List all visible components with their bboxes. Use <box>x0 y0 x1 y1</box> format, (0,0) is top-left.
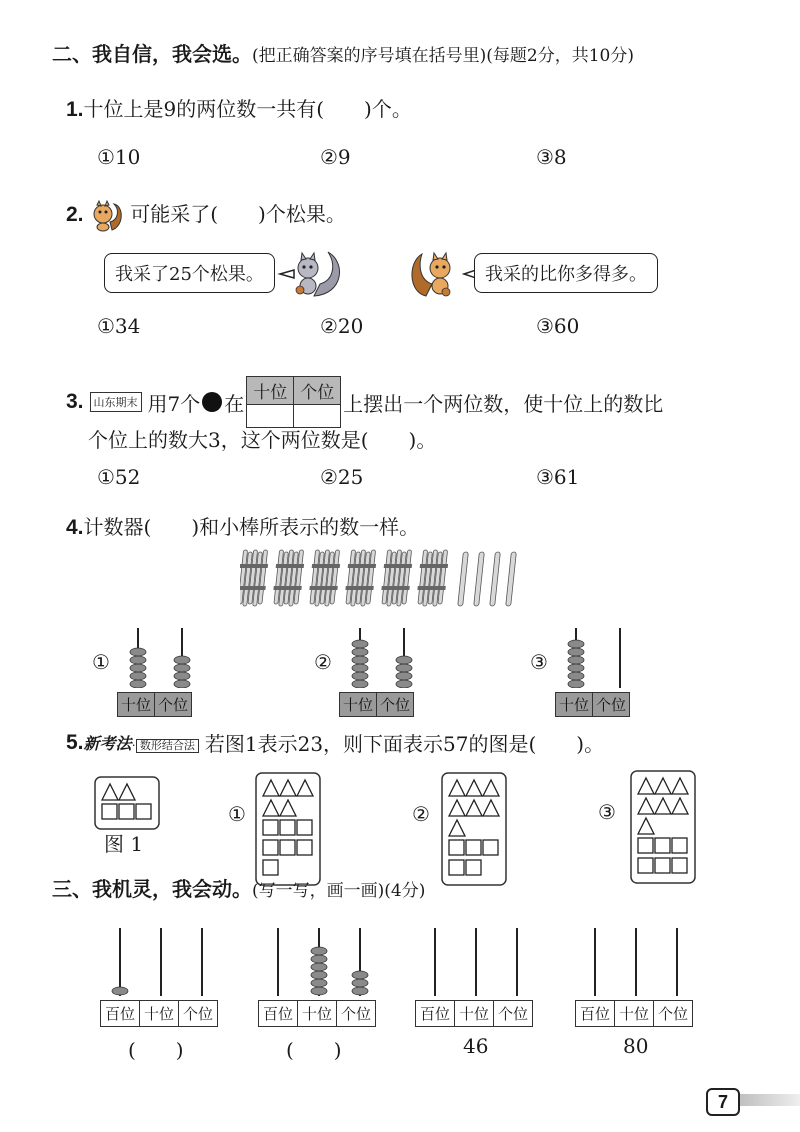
abacus-bead <box>396 664 412 672</box>
q5-option-figure <box>255 772 321 886</box>
speech-bubble-left: 我采了25个松果。 <box>104 253 275 293</box>
abacus <box>339 626 425 716</box>
abacus-answer: 80 <box>623 1034 649 1058</box>
q1-option-3: ③8 <box>536 145 567 169</box>
abacus-bead <box>174 680 190 688</box>
section-3-title: 三、我机灵，我会动。 <box>52 877 252 901</box>
method-tag: 数形结合法 <box>136 739 199 753</box>
question-4-text: 计数器( )和小棒所表示的数一样。 <box>83 515 420 539</box>
abacus-bead <box>568 648 584 656</box>
section-3-heading <box>52 873 425 902</box>
single-stick <box>458 552 469 606</box>
abacus-label: 百位 <box>576 1001 615 1027</box>
abacus-label: 十位 <box>556 693 593 717</box>
section-3-note: (写一写，画一画)(4分) <box>252 881 426 901</box>
abacus-bead <box>568 640 584 648</box>
abacus-label: 百位 <box>101 1001 140 1027</box>
abacus-labels <box>117 692 192 717</box>
squirrel-right-icon <box>270 248 350 300</box>
ones-header: 个位 <box>294 377 341 405</box>
squirrel-left-icon <box>410 248 476 300</box>
place-value-table <box>246 376 341 428</box>
q3-option-3: ③61 <box>536 465 580 489</box>
abacus-bead <box>352 987 368 995</box>
abacus-label: 十位 <box>298 1001 337 1027</box>
stick-bundle <box>417 550 448 606</box>
q2-option-2: ②20 <box>320 314 364 338</box>
stick-bundle <box>345 550 376 606</box>
abacus-bead <box>568 664 584 672</box>
abacus-3-rod <box>575 926 705 1058</box>
question-5-text: 若图1表示23，则下面表示57的图是( )。 <box>204 732 605 756</box>
question-3-line-2: 个位上的数大3，这个两位数是( )。 <box>88 428 437 452</box>
stick-bundle <box>240 550 268 606</box>
q3-option-2: ②25 <box>320 465 364 489</box>
section-2-heading <box>52 38 634 67</box>
abacus-label: 个位 <box>155 693 192 717</box>
question-3-text-c: 上摆出一个两位数，使十位上的数比 <box>343 391 664 416</box>
abacus-bead <box>568 680 584 688</box>
abacus-bead <box>311 979 327 987</box>
abacus-bead <box>174 656 190 664</box>
abacus-label: 个位 <box>494 1001 533 1027</box>
abacus-label: 十位 <box>140 1001 179 1027</box>
abacus-bead <box>352 648 368 656</box>
abacus-bead <box>396 680 412 688</box>
abacus-3-rod <box>415 926 545 1058</box>
abacus-labels <box>555 692 630 717</box>
abacus-bead <box>112 987 128 995</box>
abacus-bead <box>568 672 584 680</box>
abacus-labels <box>100 1000 218 1027</box>
question-1-number: 1. <box>66 98 84 121</box>
abacus-bead <box>352 979 368 987</box>
page-footer-bar <box>734 1094 800 1106</box>
q1-option-1: ①10 <box>97 145 141 169</box>
abacus-label: 个位 <box>377 693 414 717</box>
abacus-bead <box>311 955 327 963</box>
abacus-labels <box>575 1000 693 1027</box>
abacus-bead <box>311 987 327 995</box>
squirrel-icon <box>90 200 124 232</box>
abacus-bead <box>568 656 584 664</box>
abacus-label: 个位 <box>179 1001 218 1027</box>
abacus <box>555 626 641 716</box>
abacus-labels <box>258 1000 376 1027</box>
abacus <box>117 626 203 716</box>
abacus-bead <box>311 971 327 979</box>
abacus-bead <box>311 963 327 971</box>
abacus-3-rod <box>258 926 388 1062</box>
q4-option-label: ② <box>314 650 332 674</box>
question-2 <box>66 198 346 232</box>
abacus-label: 十位 <box>340 693 377 717</box>
single-stick <box>474 552 485 606</box>
figure-1 <box>94 776 160 830</box>
q5-option-figure <box>630 770 696 884</box>
abacus-3-rod <box>100 926 230 1062</box>
single-stick <box>490 552 501 606</box>
abacus-bead <box>130 664 146 672</box>
q4-option-label: ③ <box>530 650 548 674</box>
abacus-bead <box>352 971 368 979</box>
abacus-label: 十位 <box>455 1001 494 1027</box>
stick-bundle <box>273 550 304 606</box>
question-2-text: 可能采了( )个松果。 <box>130 202 346 226</box>
abacus-bead <box>352 656 368 664</box>
abacus-label: 百位 <box>259 1001 298 1027</box>
abacus-bead <box>130 648 146 656</box>
source-badge: 山东期末 <box>90 392 142 412</box>
q5-option-label: ③ <box>598 800 616 824</box>
question-4 <box>66 511 419 540</box>
single-stick <box>506 552 517 606</box>
abacus-bead <box>130 680 146 688</box>
question-3-text-b: 在 <box>224 391 245 416</box>
speech-bubble-right: 我采的比你多得多。 <box>474 253 658 293</box>
section-2-note: (把正确答案的序号填在括号里)(每题2分，共10分) <box>252 46 634 66</box>
abacus-bead <box>174 664 190 672</box>
abacus-labels <box>415 1000 533 1027</box>
black-dot-icon <box>202 392 222 412</box>
question-5 <box>66 728 604 757</box>
q5-option-label: ② <box>412 802 430 826</box>
abacus-label: 个位 <box>654 1001 693 1027</box>
abacus-bead <box>174 672 190 680</box>
question-1 <box>66 93 412 122</box>
abacus-label: 个位 <box>337 1001 376 1027</box>
abacus-bead <box>396 672 412 680</box>
question-3-number: 3. <box>66 390 84 413</box>
abacus-answer: ( ) <box>128 1038 184 1062</box>
abacus-bead <box>352 664 368 672</box>
stick-bundle <box>381 550 412 606</box>
new-method-label: 新考法 <box>83 736 132 753</box>
abacus-bead <box>352 640 368 648</box>
q2-option-3: ③60 <box>536 314 580 338</box>
abacus-bead <box>352 680 368 688</box>
abacus-label: 十位 <box>615 1001 654 1027</box>
abacus-label: 个位 <box>593 693 630 717</box>
q2-option-1: ①34 <box>97 314 141 338</box>
tens-header: 十位 <box>247 377 294 405</box>
question-2-number: 2. <box>66 203 84 226</box>
question-4-number: 4. <box>66 516 84 539</box>
abacus-answer: ( ) <box>286 1038 342 1062</box>
figure-1-caption: 图 1 <box>104 832 144 856</box>
question-5-number: 5. <box>66 730 84 754</box>
new-method-badge: 新考法· 数形结合法 <box>84 731 199 754</box>
question-3-text-a: 用7个 <box>147 391 201 416</box>
question-1-text: 十位上是9的两位数一共有( )个。 <box>83 97 412 121</box>
abacus-bead <box>396 656 412 664</box>
q5-option-figure <box>441 772 507 886</box>
q5-option-label: ① <box>228 802 246 826</box>
stick-bundle <box>309 550 340 606</box>
abacus-bead <box>311 947 327 955</box>
page-number: 7 <box>706 1088 740 1116</box>
abacus-bead <box>130 656 146 664</box>
abacus-answer: 46 <box>463 1034 489 1058</box>
question-3 <box>66 376 663 428</box>
q1-option-2: ②9 <box>320 145 351 169</box>
counting-sticks <box>240 546 540 610</box>
section-2-title: 二、我自信，我会选。 <box>52 42 252 66</box>
abacus-bead <box>352 672 368 680</box>
q4-option-label: ① <box>92 650 110 674</box>
abacus-labels <box>339 692 414 717</box>
q3-option-1: ①52 <box>97 465 141 489</box>
abacus-label: 十位 <box>118 693 155 717</box>
abacus-bead <box>130 672 146 680</box>
abacus-label: 百位 <box>416 1001 455 1027</box>
